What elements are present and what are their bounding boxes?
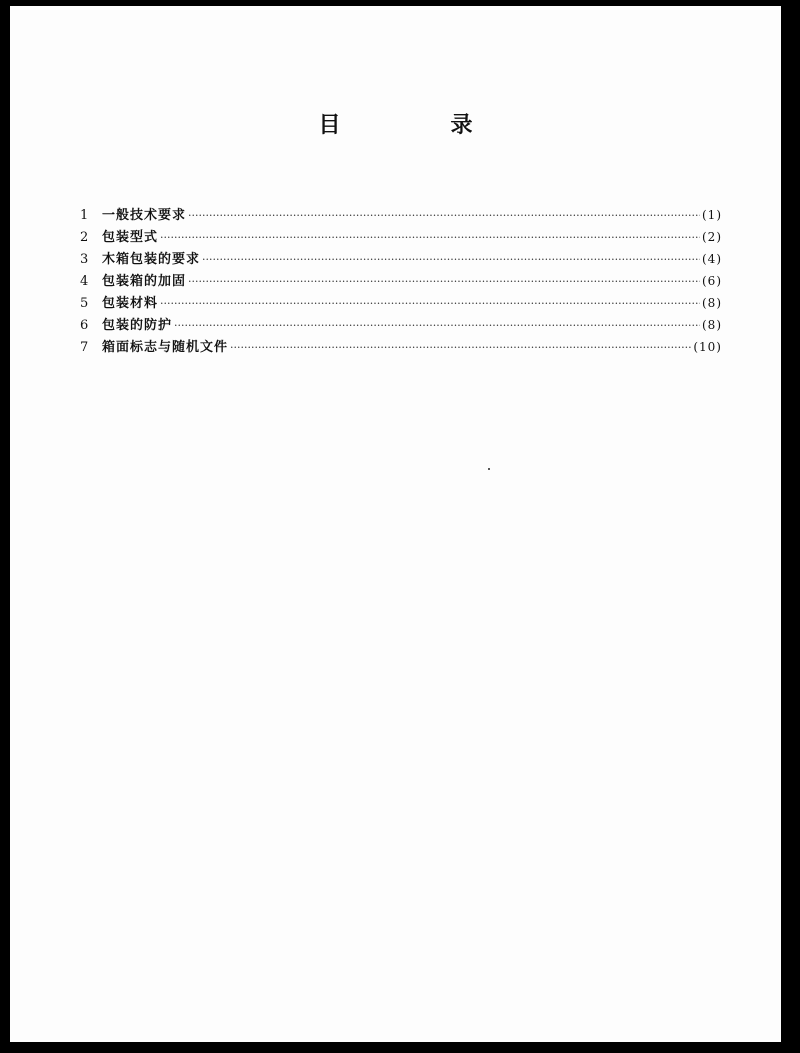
toc-leader-dots (202, 249, 700, 271)
toc-entry-number: 4 (80, 274, 89, 289)
toc-entry-2[interactable] (80, 226, 722, 248)
toc-entry-4[interactable] (80, 270, 722, 292)
toc-entry-page: (6) (702, 274, 722, 288)
toc-entry-number: 5 (80, 296, 89, 311)
toc-entry-page: (8) (702, 318, 722, 332)
table-of-contents (80, 204, 722, 358)
toc-entry-5[interactable] (80, 292, 722, 314)
toc-entry-label: 箱面标志与随机文件 (102, 340, 229, 355)
toc-entry-label: 包装箱的加固 (102, 274, 187, 289)
toc-entry-number: 2 (80, 230, 89, 245)
toc-entry-label: 包装的防护 (102, 318, 173, 333)
toc-entry-page: (2) (702, 230, 722, 244)
toc-leader-dots (188, 271, 700, 293)
toc-leader-dots (160, 293, 700, 315)
toc-entry-number: 7 (80, 340, 89, 355)
toc-leader-dots (230, 337, 691, 359)
toc-entry-label: 木箱包装的要求 (102, 252, 201, 267)
toc-entry-1[interactable] (80, 204, 722, 226)
toc-entry-6[interactable] (80, 314, 722, 336)
toc-entry-page: (8) (702, 296, 722, 310)
toc-entry-3[interactable] (80, 248, 722, 270)
page-title: 目 录 (318, 113, 517, 138)
toc-entry-page: (10) (693, 340, 722, 354)
toc-entry-label: 一般技术要求 (102, 208, 187, 223)
document-page (10, 6, 781, 1042)
toc-leader-dots (174, 315, 700, 337)
toc-entry-page: (4) (702, 252, 722, 266)
toc-leader-dots (160, 227, 700, 249)
toc-entry-label: 包装材料 (102, 296, 159, 311)
toc-entry-number: 1 (80, 208, 89, 223)
scan-speck (488, 468, 490, 470)
toc-entry-number: 6 (80, 318, 89, 333)
toc-entry-page: (1) (702, 208, 722, 222)
toc-entry-label: 包装型式 (102, 230, 159, 245)
toc-leader-dots (188, 205, 700, 227)
toc-entry-number: 3 (80, 252, 89, 267)
toc-entry-7[interactable] (80, 336, 722, 358)
